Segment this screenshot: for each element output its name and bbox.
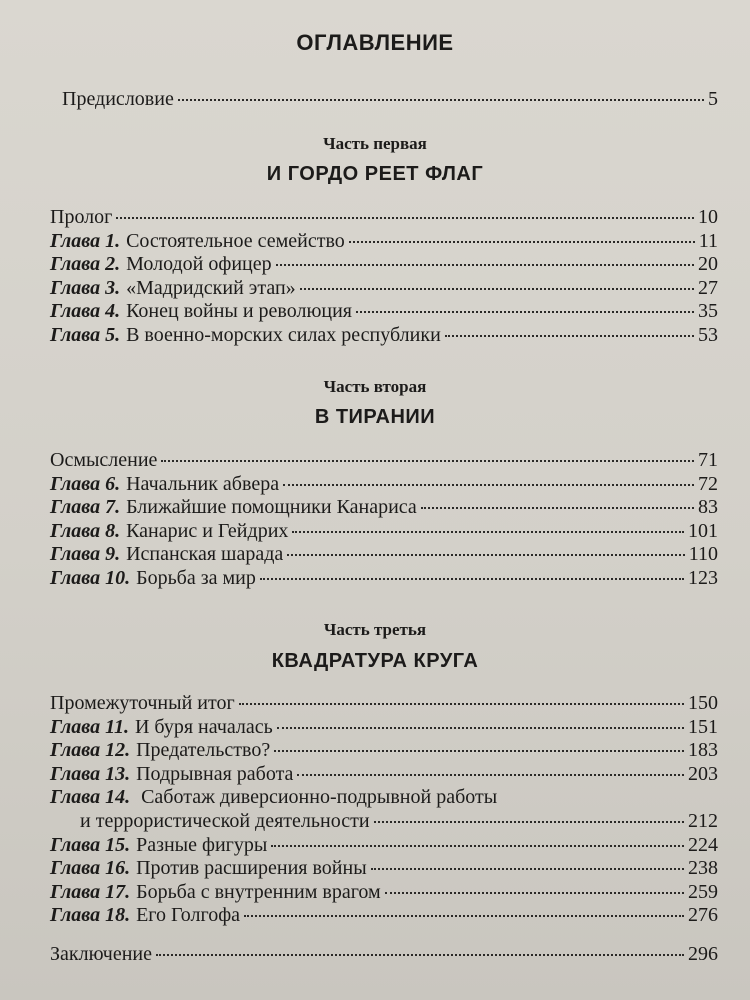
chapter-prefix: Глава 1. bbox=[50, 229, 121, 252]
part-title: В ТИРАНИИ bbox=[314, 406, 436, 428]
toc-entry-chapter[interactable] bbox=[50, 543, 718, 567]
toc-entry-chapter[interactable] bbox=[50, 834, 718, 858]
entry-title: Разные фигуры bbox=[136, 833, 268, 856]
part-2-list bbox=[50, 449, 718, 591]
page-number: 35 bbox=[698, 300, 718, 323]
toc-entry-chapter-wrapped[interactable] bbox=[50, 786, 718, 833]
page-number: 53 bbox=[698, 323, 718, 346]
toc-entry-preface[interactable] bbox=[62, 88, 718, 112]
dot-leader bbox=[349, 240, 695, 243]
part-1-list bbox=[50, 206, 718, 348]
part-label: Часть первая bbox=[323, 134, 427, 153]
page-number: 224 bbox=[688, 833, 718, 856]
page-number: 71 bbox=[698, 449, 718, 471]
entry-title: Его Голгофа bbox=[136, 904, 241, 927]
toc-entry-chapter[interactable] bbox=[50, 763, 718, 787]
dot-leader bbox=[421, 506, 694, 509]
entry-title: Ближайшие помощники Канариса bbox=[126, 496, 417, 519]
page-number: 276 bbox=[688, 904, 718, 927]
entry-title: Предисловие bbox=[62, 88, 174, 110]
chapter-prefix: Глава 16. bbox=[50, 857, 131, 880]
toc-entry-chapter[interactable] bbox=[50, 739, 718, 763]
page-number: 150 bbox=[688, 692, 718, 714]
chapter-prefix: Глава 14. bbox=[50, 786, 131, 809]
chapter-prefix: Глава 8. bbox=[50, 519, 121, 542]
toc-entry-chapter[interactable] bbox=[50, 253, 718, 277]
dot-leader bbox=[445, 334, 694, 337]
entry-title: Испанская шарада bbox=[126, 543, 284, 566]
toc-entry-chapter[interactable] bbox=[50, 716, 718, 740]
dot-leader bbox=[300, 287, 694, 290]
toc-entry-chapter[interactable] bbox=[50, 324, 718, 348]
chapter-prefix: Глава 17. bbox=[50, 880, 131, 903]
dot-leader bbox=[161, 459, 694, 462]
entry-title: Против расширения войны bbox=[136, 857, 367, 880]
page-number: 203 bbox=[688, 762, 718, 785]
chapter-prefix: Глава 3. bbox=[50, 276, 121, 299]
chapter-prefix: Глава 12. bbox=[50, 739, 131, 762]
entry-title-continued: и террористической деятельности bbox=[80, 809, 370, 832]
preface-block bbox=[62, 88, 718, 112]
chapter-prefix: Глава 18. bbox=[50, 904, 131, 927]
toc-entry-intro[interactable] bbox=[50, 206, 718, 230]
entry-title: В военно-морских силах республики bbox=[126, 323, 441, 346]
chapter-prefix: Глава 10. bbox=[50, 566, 131, 589]
page-number: 238 bbox=[688, 857, 718, 880]
page-number: 259 bbox=[688, 880, 718, 903]
toc-entry-chapter[interactable] bbox=[50, 904, 718, 928]
dot-leader bbox=[292, 530, 684, 533]
chapter-prefix: Глава 13. bbox=[50, 762, 131, 785]
page-number: 72 bbox=[698, 472, 718, 495]
entry-title: Борьба с внутренним врагом bbox=[136, 880, 381, 903]
dot-leader bbox=[116, 216, 694, 219]
entry-title: Конец войны и революция bbox=[126, 300, 353, 323]
page-number: 101 bbox=[688, 519, 718, 542]
chapter-prefix: Глава 5. bbox=[50, 323, 121, 346]
part-title: КВАДРАТУРА КРУГА bbox=[271, 650, 479, 672]
chapter-prefix: Глава 11. bbox=[50, 715, 129, 738]
page-number: 20 bbox=[698, 253, 718, 276]
dot-leader bbox=[385, 891, 684, 894]
dot-leader bbox=[297, 773, 684, 776]
chapter-prefix: Глава 4. bbox=[50, 300, 121, 323]
dot-leader bbox=[287, 553, 684, 556]
toc-entry-chapter[interactable] bbox=[50, 277, 718, 301]
toc-entry-intro[interactable] bbox=[50, 692, 718, 716]
page-number: 123 bbox=[688, 566, 718, 589]
page-number: 212 bbox=[688, 809, 718, 832]
toc-entry-chapter[interactable] bbox=[50, 857, 718, 881]
part-3-list bbox=[50, 692, 718, 928]
entry-title: Саботаж диверсионно-подрывной работы bbox=[141, 786, 498, 809]
dot-leader bbox=[239, 702, 684, 705]
part-title: И ГОРДО РЕЕТ ФЛАГ bbox=[266, 163, 484, 185]
toc-entry-chapter[interactable] bbox=[50, 300, 718, 324]
toc-entry-chapter[interactable] bbox=[50, 473, 718, 497]
entry-title: Состоятельное семейство bbox=[126, 229, 345, 252]
dot-leader bbox=[271, 844, 684, 847]
dot-leader bbox=[276, 263, 694, 266]
toc-entry-chapter[interactable] bbox=[50, 520, 718, 544]
page-number: 27 bbox=[698, 276, 718, 299]
part-label: Часть вторая bbox=[323, 377, 427, 396]
chapter-prefix: Глава 7. bbox=[50, 496, 121, 519]
conclusion-block bbox=[50, 943, 718, 967]
page-number: 296 bbox=[688, 943, 718, 965]
dot-leader bbox=[374, 820, 684, 823]
chapter-prefix: Глава 2. bbox=[50, 253, 121, 276]
dot-leader bbox=[274, 749, 684, 752]
dot-leader bbox=[244, 914, 684, 917]
dot-leader bbox=[277, 726, 684, 729]
entry-title: Молодой офицер bbox=[126, 253, 272, 276]
part-label: Часть третья bbox=[323, 620, 427, 639]
chapter-prefix: Глава 9. bbox=[50, 543, 121, 566]
toc-entry-conclusion[interactable] bbox=[50, 943, 718, 967]
toc-entry-chapter[interactable] bbox=[50, 881, 718, 905]
entry-title: Заключение bbox=[50, 943, 152, 965]
page-number: 11 bbox=[698, 229, 718, 252]
dot-leader bbox=[156, 953, 684, 956]
page-number: 183 bbox=[688, 739, 718, 762]
entry-title: Канарис и Гейдрих bbox=[126, 519, 289, 542]
entry-title: Осмысление bbox=[50, 449, 158, 471]
page-title: ОГЛАВЛЕНИЕ bbox=[296, 30, 454, 55]
toc-entry-chapter[interactable] bbox=[50, 567, 718, 591]
entry-title: Пролог bbox=[50, 206, 113, 228]
dot-leader bbox=[178, 98, 704, 101]
dot-leader bbox=[283, 483, 694, 486]
entry-title: Борьба за мир bbox=[136, 566, 256, 589]
entry-title: Подрывная работа bbox=[136, 762, 294, 785]
page-number: 110 bbox=[688, 543, 718, 566]
dot-leader bbox=[260, 577, 684, 580]
entry-title: Промежуточный итог bbox=[50, 692, 235, 714]
toc-entry-chapter[interactable] bbox=[50, 496, 718, 520]
dot-leader bbox=[371, 867, 684, 870]
chapter-prefix: Глава 15. bbox=[50, 833, 131, 856]
toc-entry-chapter[interactable] bbox=[50, 230, 718, 254]
page-number: 10 bbox=[698, 206, 718, 228]
entry-title: Предательство? bbox=[136, 739, 271, 762]
toc-entry-intro[interactable] bbox=[50, 449, 718, 473]
entry-title: И буря началась bbox=[134, 715, 273, 738]
dot-leader bbox=[356, 310, 694, 313]
entry-title: «Мадридский этап» bbox=[126, 276, 296, 299]
entry-title: Начальник абвера bbox=[126, 472, 280, 495]
page-number: 83 bbox=[698, 496, 718, 519]
chapter-prefix: Глава 6. bbox=[50, 472, 121, 495]
page-number: 5 bbox=[708, 88, 718, 110]
page-number: 151 bbox=[688, 715, 718, 738]
